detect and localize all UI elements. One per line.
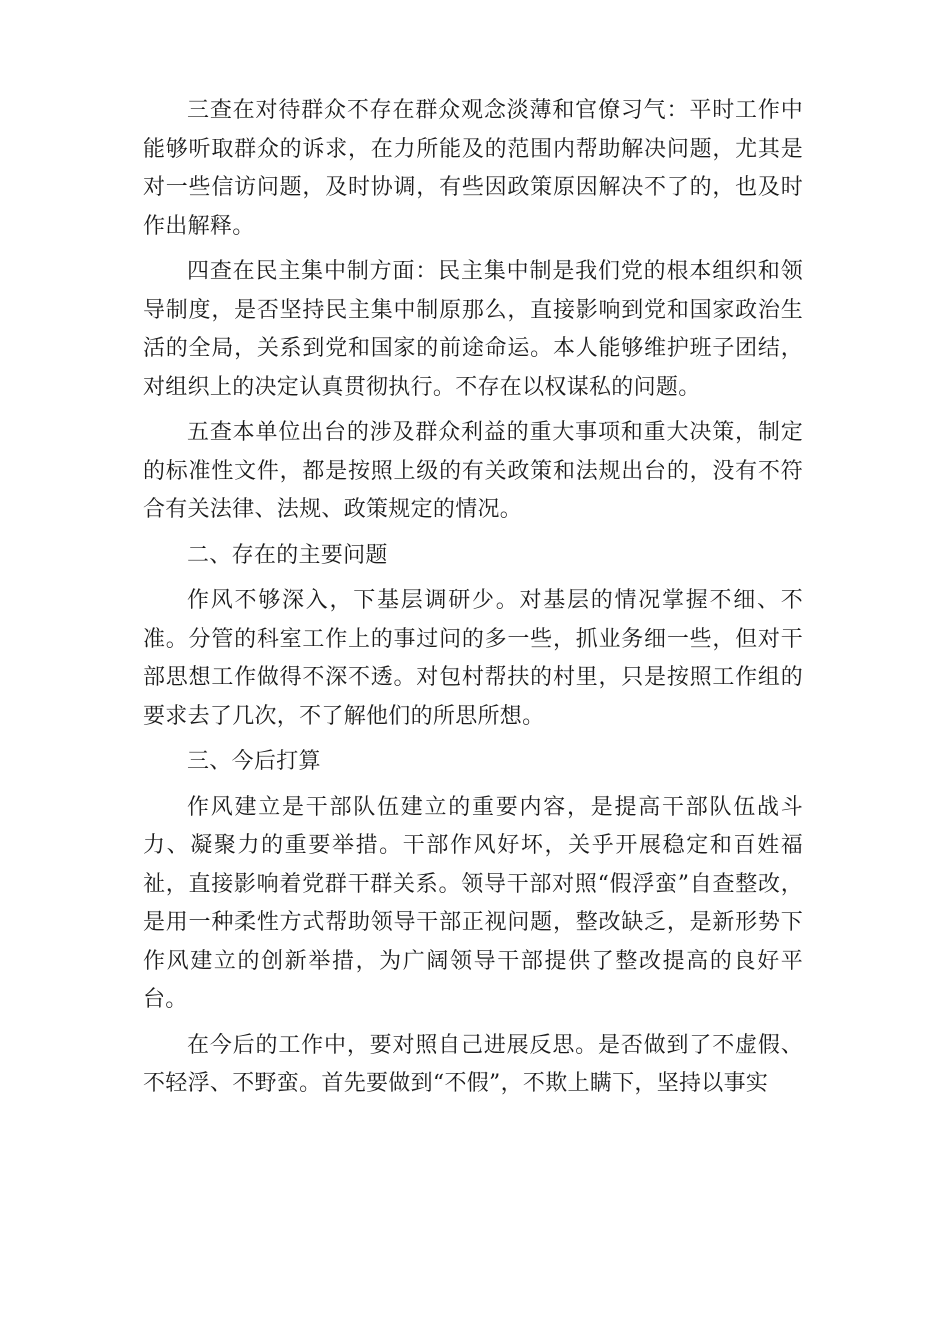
paragraph-four-check: 四查在民主集中制方面：民主集中制是我们党的根本组织和领导制度，是否坚持民主集中制原那么，直接影响到党和国家政治生活的全局，关系到党和国家的前途命运。本人能够维护班子团结，对组织上的决定认真贯彻执行。不存在以权谋私的问题。	[143, 259, 803, 400]
paragraph-future-work: 在今后的工作中，要对照自己进展反思。是否做到了不虚假、不轻浮、不野蛮。首先要做到“不假”，不欺上瞒下，坚持以事实	[143, 1032, 803, 1096]
paragraph-three-check: 三查在对待群众不存在群众观念淡薄和官僚习气：平时工作中能够听取群众的诉求，在力所能及的范围内帮助解决问题，尤其是对一些信访问题，及时协调，有些因政策原因解决不了的，也及时作出解释。	[143, 98, 803, 239]
document-body	[143, 92, 803, 1111]
paragraph-work-style: 作风建立是干部队伍建立的重要内容，是提高干部队伍战斗力、凝聚力的重要举措。干部作风好坏，关乎开展稳定和百姓福祉，直接影响着党群干群关系。领导干部对照“假浮蛮”自查整改，是用一种柔性方式帮助领导干部正视问题，整改缺乏，是新形势下作风建立的创新举措，为广阔领导干部提供了整改提高的良好平台。	[143, 794, 803, 1012]
paragraph-problems: 作风不够深入，下基层调研少。对基层的情况掌握不细、不准。分管的科室工作上的事过问的多一些，抓业务细一些，但对干部思想工作做得不深不透。对包村帮扶的村里，只是按照工作组的要求去了几次，不了解他们的所思所想。	[143, 588, 803, 729]
section-heading-future-plans: 三、今后打算	[187, 749, 321, 774]
paragraph-five-check: 五查本单位出台的涉及群众利益的重大事项和重大决策，制定的标准性文件，都是按照上级的有关政策和法规出台的，没有不符合有关法律、法规、政策规定的情况。	[143, 420, 803, 522]
section-heading-main-problems: 二、存在的主要问题	[187, 542, 388, 568]
